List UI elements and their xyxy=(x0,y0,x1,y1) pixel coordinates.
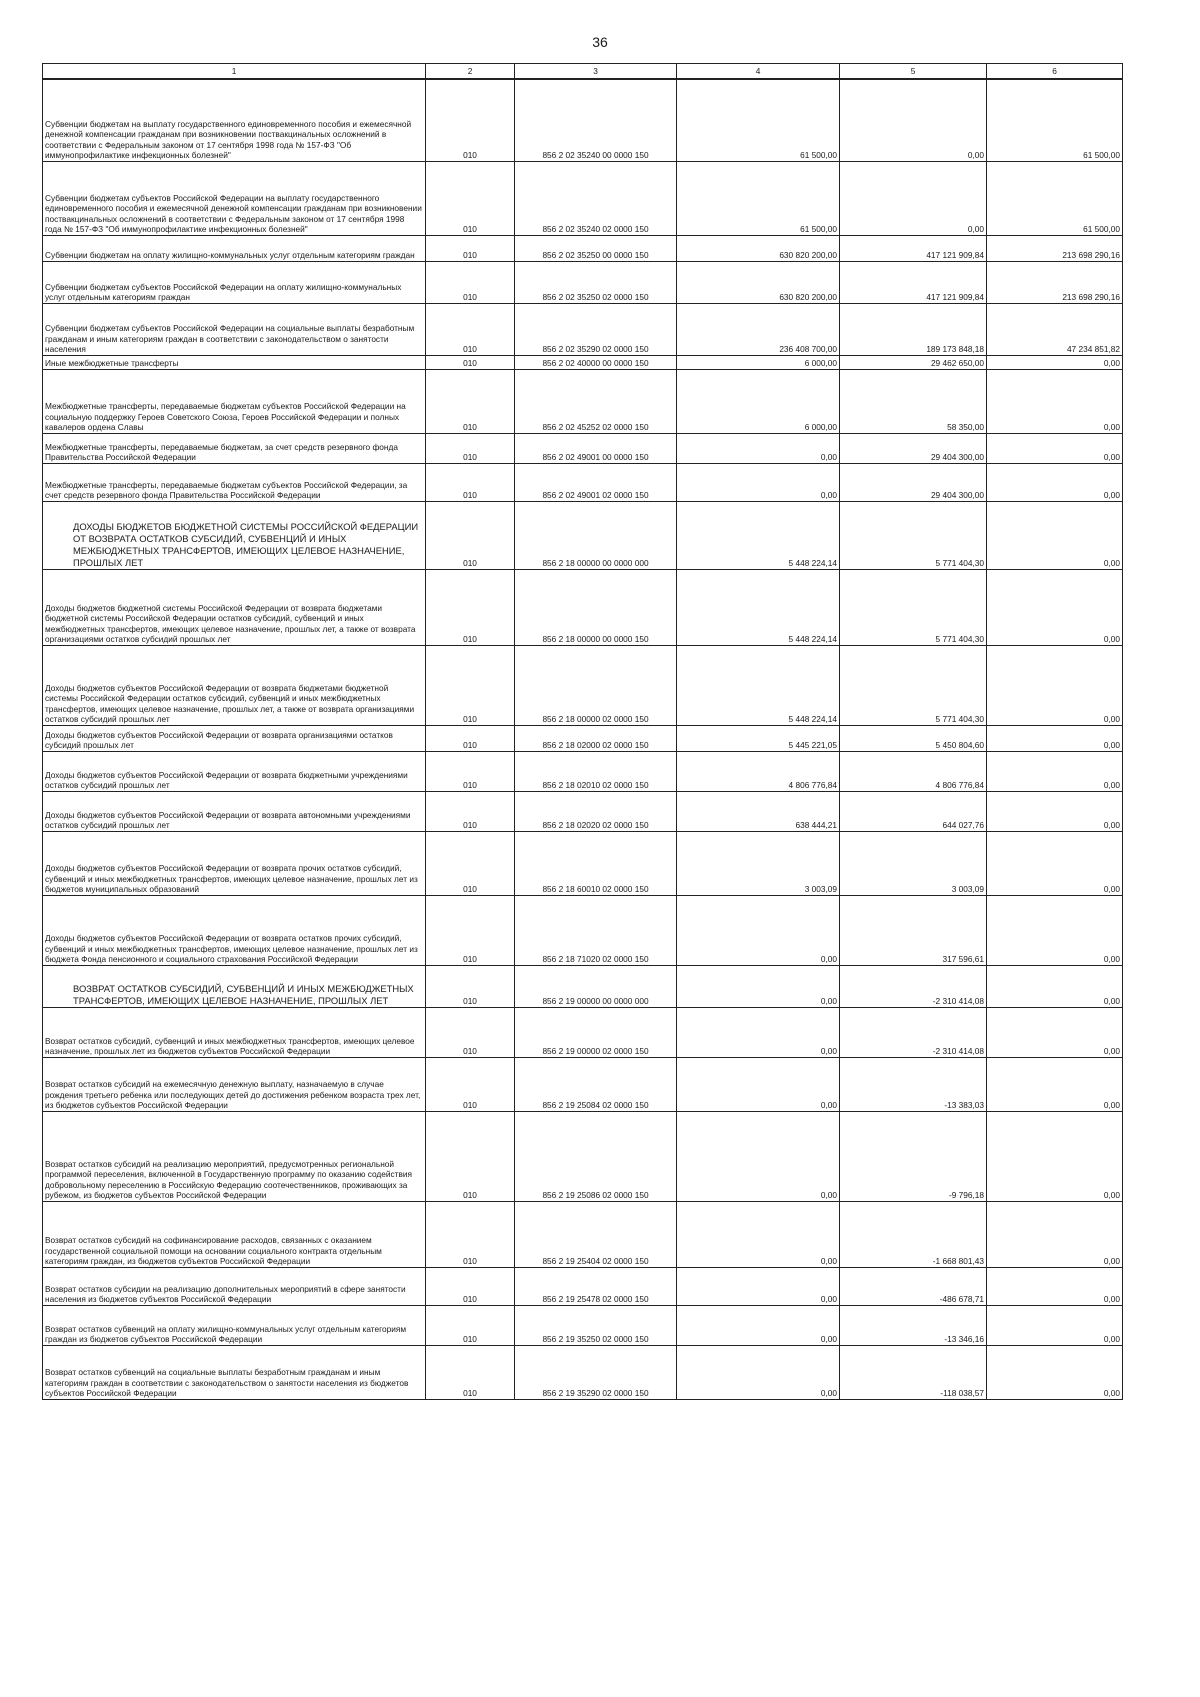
row-value-col6: 0,00 xyxy=(987,369,1123,433)
column-header: 6 xyxy=(987,64,1123,80)
row-value-col5: 417 121 909,84 xyxy=(840,261,987,303)
row-name: Возврат остатков субсидий, субвенций и иных межбюджетных трансфертов, имеющих целевое назначение, прошлых лет из бюджетов субъектов Российской Федерации xyxy=(43,1007,426,1057)
row-code: 010 xyxy=(426,1007,515,1057)
table-row xyxy=(43,161,1123,235)
row-value-col5: 317 596,61 xyxy=(840,895,987,965)
row-name: Возврат остатков субсидий на реализацию мероприятий, предусмотренных региональной программой переселения, включенной в Государственную программу по оказанию содействия добровольному переселению в Российскую Федерацию соотечественников, проживающих за рубежом, из бюджетов субъектов Российской Федерации xyxy=(43,1111,426,1201)
row-value-col4: 0,00 xyxy=(677,965,840,1007)
row-code: 010 xyxy=(426,355,515,369)
row-value-col6: 0,00 xyxy=(987,501,1123,569)
row-value-col5: 5 771 404,30 xyxy=(840,645,987,725)
row-kbk-code: 856 2 02 49001 02 0000 150 xyxy=(515,463,677,501)
column-header: 5 xyxy=(840,64,987,80)
row-value-col5: 29 462 650,00 xyxy=(840,355,987,369)
row-code: 010 xyxy=(426,463,515,501)
row-value-col6: 213 698 290,16 xyxy=(987,235,1123,261)
row-value-col5: 0,00 xyxy=(840,161,987,235)
row-value-col6: 0,00 xyxy=(987,355,1123,369)
table-row xyxy=(43,645,1123,725)
table-row xyxy=(43,261,1123,303)
row-value-col6: 0,00 xyxy=(987,433,1123,463)
row-value-col5: 5 771 404,30 xyxy=(840,501,987,569)
row-value-col5: 5 771 404,30 xyxy=(840,569,987,645)
row-code: 010 xyxy=(426,161,515,235)
row-name: Доходы бюджетов субъектов Российской Федерации от возврата прочих остатков субсидий, субвенций и иных межбюджетных трансфертов, имеющих целевое назначение, прошлых лет из бюджетов муниципальных образований xyxy=(43,831,426,895)
table-row xyxy=(43,569,1123,645)
row-value-col4: 0,00 xyxy=(677,895,840,965)
row-value-col5: -2 310 414,08 xyxy=(840,1007,987,1057)
row-code: 010 xyxy=(426,369,515,433)
row-value-col6: 0,00 xyxy=(987,1267,1123,1305)
row-name: ВОЗВРАТ ОСТАТКОВ СУБСИДИЙ, СУБВЕНЦИЙ И ИНЫХ МЕЖБЮДЖЕТНЫХ ТРАНСФЕРТОВ, ИМЕЮЩИХ ЦЕЛЕВОЕ НАЗНАЧЕНИЕ, ПРОШЛЫХ ЛЕТ xyxy=(43,965,426,1007)
row-value-col5: 417 121 909,84 xyxy=(840,235,987,261)
row-value-col4: 0,00 xyxy=(677,1201,840,1267)
row-name: Доходы бюджетов субъектов Российской Федерации от возврата бюджетами бюджетной системы Российской Федерации остатков субсидий, субвенций и иных межбюджетных трансфертов, имеющих целевое назначение, прошлых лет, а также от возврата организациями остатков субсидий прошлых лет xyxy=(43,645,426,725)
row-value-col6: 0,00 xyxy=(987,645,1123,725)
row-value-col5: -118 038,57 xyxy=(840,1345,987,1399)
table-row xyxy=(43,1057,1123,1111)
row-code: 010 xyxy=(426,791,515,831)
row-value-col4: 5 448 224,14 xyxy=(677,569,840,645)
row-code: 010 xyxy=(426,1267,515,1305)
row-value-col5: -1 668 801,43 xyxy=(840,1201,987,1267)
row-code: 010 xyxy=(426,1305,515,1345)
row-value-col5: 4 806 776,84 xyxy=(840,751,987,791)
table-row xyxy=(43,1305,1123,1345)
row-value-col4: 0,00 xyxy=(677,1267,840,1305)
row-value-col5: 58 350,00 xyxy=(840,369,987,433)
table-row xyxy=(43,355,1123,369)
column-header: 1 xyxy=(43,64,426,80)
row-value-col5: -486 678,71 xyxy=(840,1267,987,1305)
row-code: 010 xyxy=(426,1111,515,1201)
row-value-col6: 61 500,00 xyxy=(987,79,1123,161)
row-code: 010 xyxy=(426,1345,515,1399)
row-value-col5: 189 173 848,18 xyxy=(840,303,987,355)
row-value-col4: 61 500,00 xyxy=(677,161,840,235)
row-value-col4: 0,00 xyxy=(677,1345,840,1399)
row-kbk-code: 856 2 19 00000 00 0000 000 xyxy=(515,965,677,1007)
row-name: Субвенции бюджетам на выплату государственного единовременного пособия и ежемесячной денежной компенсации гражданам при возникновении поствакцинальных осложнений в соответствии с Федеральным законом от 17 сентября 1998 года № 157-ФЗ "Об иммунопрофилактике инфекционных болезней" xyxy=(43,79,426,161)
row-kbk-code: 856 2 18 71020 02 0000 150 xyxy=(515,895,677,965)
row-kbk-code: 856 2 02 45252 02 0000 150 xyxy=(515,369,677,433)
row-code: 010 xyxy=(426,569,515,645)
table-row xyxy=(43,1007,1123,1057)
row-value-col4: 5 448 224,14 xyxy=(677,645,840,725)
row-name: ДОХОДЫ БЮДЖЕТОВ БЮДЖЕТНОЙ СИСТЕМЫ РОССИЙСКОЙ ФЕДЕРАЦИИ ОТ ВОЗВРАТА ОСТАТКОВ СУБСИДИЙ, СУБВЕНЦИЙ И ИНЫХ МЕЖБЮДЖЕТНЫХ ТРАНСФЕРТОВ, ИМЕЮЩИХ ЦЕЛЕВОЕ НАЗНАЧЕНИЕ, ПРОШЛЫХ ЛЕТ xyxy=(43,501,426,569)
row-kbk-code: 856 2 18 00000 02 0000 150 xyxy=(515,645,677,725)
row-kbk-code: 856 2 18 02010 02 0000 150 xyxy=(515,751,677,791)
row-name: Доходы бюджетов субъектов Российской Федерации от возврата бюджетными учреждениями остатков субсидий прошлых лет xyxy=(43,751,426,791)
row-value-col6: 0,00 xyxy=(987,725,1123,751)
row-value-col4: 0,00 xyxy=(677,1057,840,1111)
row-kbk-code: 856 2 18 00000 00 0000 000 xyxy=(515,501,677,569)
row-value-col5: 0,00 xyxy=(840,79,987,161)
table-row xyxy=(43,751,1123,791)
row-value-col6: 0,00 xyxy=(987,791,1123,831)
row-kbk-code: 856 2 18 60010 02 0000 150 xyxy=(515,831,677,895)
table-row xyxy=(43,369,1123,433)
table-row xyxy=(43,433,1123,463)
row-value-col4: 5 448 224,14 xyxy=(677,501,840,569)
row-code: 010 xyxy=(426,79,515,161)
table-row xyxy=(43,831,1123,895)
row-kbk-code: 856 2 19 00000 02 0000 150 xyxy=(515,1007,677,1057)
report-table xyxy=(42,63,1123,1400)
row-name: Доходы бюджетов бюджетной системы Российской Федерации от возврата бюджетами бюджетной системы Российской Федерации остатков субсидий, субвенций и иных межбюджетных трансфертов, имеющих целевое назначение, прошлых лет, а также от возврата организациями остатков субсидий прошлых лет xyxy=(43,569,426,645)
row-code: 010 xyxy=(426,1201,515,1267)
row-value-col4: 5 445 221,05 xyxy=(677,725,840,751)
row-value-col4: 236 408 700,00 xyxy=(677,303,840,355)
column-header: 4 xyxy=(677,64,840,80)
row-value-col6: 213 698 290,16 xyxy=(987,261,1123,303)
table-row xyxy=(43,1267,1123,1305)
row-name: Возврат остатков субсидий на софинансирование расходов, связанных с оказанием государственной социальной помощи на основании социального контракта отдельным категориям граждан, из бюджетов субъектов Российской Федерации xyxy=(43,1201,426,1267)
column-header: 2 xyxy=(426,64,515,80)
row-value-col6: 0,00 xyxy=(987,831,1123,895)
row-name: Доходы бюджетов субъектов Российской Федерации от возврата организациями остатков субсидий прошлых лет xyxy=(43,725,426,751)
page-number: 36 xyxy=(592,34,608,50)
row-value-col4: 0,00 xyxy=(677,433,840,463)
row-value-col6: 0,00 xyxy=(987,1111,1123,1201)
row-value-col4: 0,00 xyxy=(677,1111,840,1201)
row-value-col6: 0,00 xyxy=(987,751,1123,791)
row-kbk-code: 856 2 02 35250 02 0000 150 xyxy=(515,261,677,303)
row-value-col5: 29 404 300,00 xyxy=(840,433,987,463)
row-kbk-code: 856 2 02 35250 00 0000 150 xyxy=(515,235,677,261)
row-code: 010 xyxy=(426,261,515,303)
row-name: Межбюджетные трансферты, передаваемые бюджетам, за счет средств резервного фонда Правительства Российской Федерации xyxy=(43,433,426,463)
row-value-col6: 0,00 xyxy=(987,1345,1123,1399)
row-value-col4: 6 000,00 xyxy=(677,369,840,433)
table-row xyxy=(43,79,1123,161)
row-code: 010 xyxy=(426,751,515,791)
table-row xyxy=(43,235,1123,261)
row-name: Возврат остатков субсидии на реализацию дополнительных мероприятий в сфере занятости населения из бюджетов субъектов Российской Федерации xyxy=(43,1267,426,1305)
row-kbk-code: 856 2 02 40000 00 0000 150 xyxy=(515,355,677,369)
row-code: 010 xyxy=(426,645,515,725)
row-code: 010 xyxy=(426,303,515,355)
table-row xyxy=(43,791,1123,831)
row-kbk-code: 856 2 19 25404 02 0000 150 xyxy=(515,1201,677,1267)
row-value-col6: 0,00 xyxy=(987,1057,1123,1111)
row-code: 010 xyxy=(426,725,515,751)
row-value-col6: 0,00 xyxy=(987,1201,1123,1267)
row-name: Возврат остатков субсидий на ежемесячную денежную выплату, назначаемую в случае рождения третьего ребенка или последующих детей до достижения ребенком возраста трех лет, из бюджетов субъектов Российской Федерации xyxy=(43,1057,426,1111)
row-value-col5: 3 003,09 xyxy=(840,831,987,895)
row-name: Возврат остатков субвенций на социальные выплаты безработным гражданам и иным категориям граждан в соответствии с законодательством о занятости населения из бюджетов субъектов Российской Федерации xyxy=(43,1345,426,1399)
row-code: 010 xyxy=(426,965,515,1007)
table-row xyxy=(43,1111,1123,1201)
row-value-col6: 61 500,00 xyxy=(987,161,1123,235)
row-kbk-code: 856 2 19 25086 02 0000 150 xyxy=(515,1111,677,1201)
column-header: 3 xyxy=(515,64,677,80)
row-code: 010 xyxy=(426,895,515,965)
row-value-col5: 5 450 804,60 xyxy=(840,725,987,751)
row-value-col4: 6 000,00 xyxy=(677,355,840,369)
row-value-col6: 0,00 xyxy=(987,965,1123,1007)
row-value-col4: 630 820 200,00 xyxy=(677,261,840,303)
row-value-col6: 0,00 xyxy=(987,569,1123,645)
row-kbk-code: 856 2 19 35250 02 0000 150 xyxy=(515,1305,677,1345)
row-value-col4: 638 444,21 xyxy=(677,791,840,831)
row-kbk-code: 856 2 18 02000 02 0000 150 xyxy=(515,725,677,751)
table-row xyxy=(43,1345,1123,1399)
row-value-col6: 0,00 xyxy=(987,1007,1123,1057)
table-header xyxy=(43,64,1123,80)
row-name: Межбюджетные трансферты, передаваемые бюджетам субъектов Российской Федерации на социальную поддержку Героев Советского Союза, Героев Российской Федерации и полных кавалеров ордена Славы xyxy=(43,369,426,433)
table-row xyxy=(43,501,1123,569)
row-value-col6: 0,00 xyxy=(987,463,1123,501)
row-name: Субвенции бюджетам субъектов Российской Федерации на оплату жилищно-коммунальных услуг отдельным категориям граждан xyxy=(43,261,426,303)
row-value-col5: -2 310 414,08 xyxy=(840,965,987,1007)
row-kbk-code: 856 2 02 49001 00 0000 150 xyxy=(515,433,677,463)
row-name: Доходы бюджетов субъектов Российской Федерации от возврата автономными учреждениями остатков субсидий прошлых лет xyxy=(43,791,426,831)
row-kbk-code: 856 2 02 35240 02 0000 150 xyxy=(515,161,677,235)
row-name: Межбюджетные трансферты, передаваемые бюджетам субъектов Российской Федерации, за счет средств резервного фонда Правительства Российской Федерации xyxy=(43,463,426,501)
row-kbk-code: 856 2 19 25084 02 0000 150 xyxy=(515,1057,677,1111)
row-kbk-code: 856 2 02 35290 02 0000 150 xyxy=(515,303,677,355)
table-row xyxy=(43,463,1123,501)
row-value-col5: 29 404 300,00 xyxy=(840,463,987,501)
table-row xyxy=(43,725,1123,751)
row-value-col4: 0,00 xyxy=(677,1305,840,1345)
row-kbk-code: 856 2 18 00000 00 0000 150 xyxy=(515,569,677,645)
row-code: 010 xyxy=(426,1057,515,1111)
row-kbk-code: 856 2 19 35290 02 0000 150 xyxy=(515,1345,677,1399)
row-name: Возврат остатков субвенций на оплату жилищно-коммунальных услуг отдельным категориям граждан из бюджетов субъектов Российской Федерации xyxy=(43,1305,426,1345)
row-kbk-code: 856 2 18 02020 02 0000 150 xyxy=(515,791,677,831)
table-row xyxy=(43,895,1123,965)
row-value-col4: 0,00 xyxy=(677,1007,840,1057)
table-body xyxy=(43,79,1123,1399)
row-value-col5: -13 383,03 xyxy=(840,1057,987,1111)
row-name: Иные межбюджетные трансферты xyxy=(43,355,426,369)
row-name: Субвенции бюджетам субъектов Российской Федерации на выплату государственного единовременного пособия и ежемесячной денежной компенсации гражданам при возникновении поствакцинальных осложнений в соответствии с Федеральным законом от 17 сентября 1998 года № 157-ФЗ "Об иммунопрофилактике инфекционных болезней" xyxy=(43,161,426,235)
table-row xyxy=(43,303,1123,355)
row-code: 010 xyxy=(426,831,515,895)
row-code: 010 xyxy=(426,235,515,261)
row-value-col6: 0,00 xyxy=(987,895,1123,965)
row-kbk-code: 856 2 02 35240 00 0000 150 xyxy=(515,79,677,161)
row-value-col4: 4 806 776,84 xyxy=(677,751,840,791)
row-name: Доходы бюджетов субъектов Российской Федерации от возврата остатков прочих субсидий, субвенций и иных межбюджетных трансфертов, имеющих целевое назначение, прошлых лет из бюджета Фонда пенсионного и социального страхования Российской Федерации xyxy=(43,895,426,965)
row-value-col6: 47 234 851,82 xyxy=(987,303,1123,355)
row-value-col5: 644 027,76 xyxy=(840,791,987,831)
row-value-col5: -9 796,18 xyxy=(840,1111,987,1201)
row-name: Субвенции бюджетам субъектов Российской Федерации на социальные выплаты безработным гражданам и иным категориям граждан в соответствии с законодательством о занятости населения xyxy=(43,303,426,355)
row-value-col4: 630 820 200,00 xyxy=(677,235,840,261)
row-name: Субвенции бюджетам на оплату жилищно-коммунальных услуг отдельным категориям граждан xyxy=(43,235,426,261)
table-row xyxy=(43,965,1123,1007)
table-row xyxy=(43,1201,1123,1267)
row-code: 010 xyxy=(426,433,515,463)
row-value-col4: 61 500,00 xyxy=(677,79,840,161)
row-value-col4: 3 003,09 xyxy=(677,831,840,895)
row-kbk-code: 856 2 19 25478 02 0000 150 xyxy=(515,1267,677,1305)
row-code: 010 xyxy=(426,501,515,569)
row-value-col5: -13 346,16 xyxy=(840,1305,987,1345)
row-value-col4: 0,00 xyxy=(677,463,840,501)
row-value-col6: 0,00 xyxy=(987,1305,1123,1345)
